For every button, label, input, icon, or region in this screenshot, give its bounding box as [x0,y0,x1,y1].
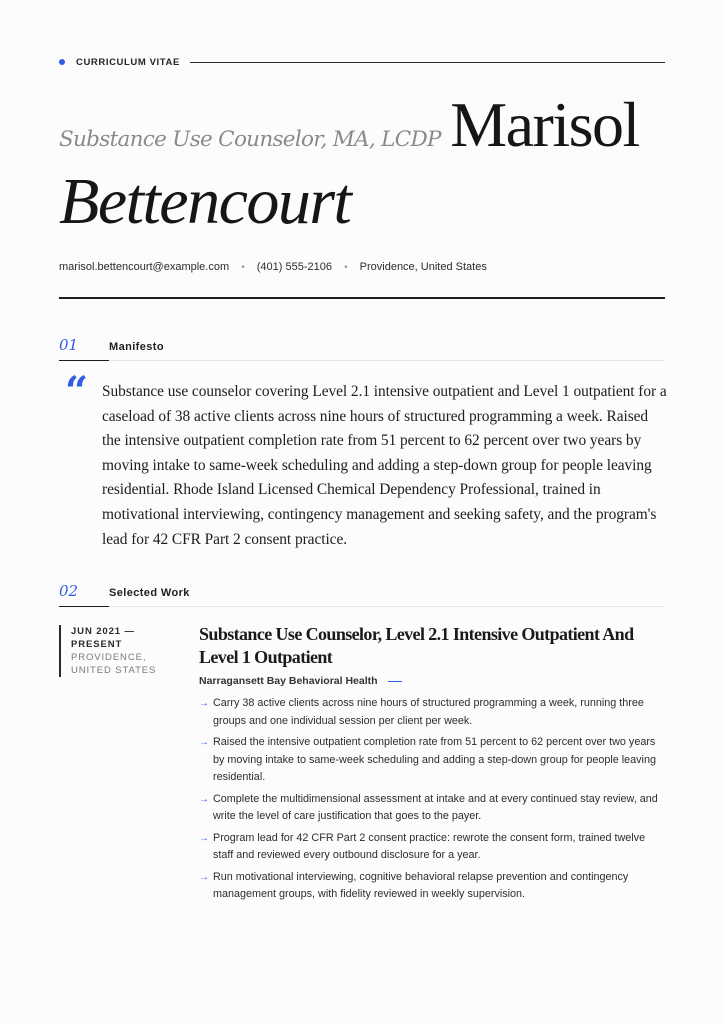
bullet-text: Raised the intensive outpatient completion rate from 51 percent to 62 percent over two years by moving intake to same-week scheduling and adding a step-down group for people leaving residential. [213,736,656,783]
eyebrow [59,55,665,69]
separator: • [344,262,348,273]
job-location-city: PROVIDENCE, [71,652,147,663]
section-header-manifesto [59,336,665,362]
section-number: 02 [59,582,79,600]
bullet-text: Carry 38 active clients across nine hours of structured programming a week, running three groups and one individual session per client per week. [213,697,644,727]
list-item [199,869,665,904]
section-accent-rule [59,360,109,361]
phone[interactable]: (401) 555-2106 [256,261,332,273]
contact-line [59,261,487,273]
arrow-right-icon: → [199,698,209,709]
section-header-work [59,582,665,608]
last-name: Bettencourt [59,165,351,238]
first-name: Marisol [450,89,639,160]
manifesto-text: Substance use counselor covering Level 2.1 intensive outpatient and Level 1 outpatient for a caseload of 38 active clients across nine hours of structured programming a week. Raised the intensive outpatient completion rate from 51 percent to 62 percent over two years by moving intake to same-week scheduling and adding a step-down group for people leaving residential. Rhode Island Licensed Chemical Dependency Professional, trained in motivational interviewing, contingency management and seeking safety, and the program's lead for 42 CFR Part 2 consent practice. [102,383,667,548]
list-item [199,734,665,787]
email[interactable]: marisol.bettencourt@example.com [59,261,230,273]
company-name: Narragansett Bay Behavioral Health [199,675,378,687]
job-meta [59,625,191,677]
role-title: Substance Use Counselor, MA, LCDP [59,127,441,152]
arrow-right-icon: → [199,871,209,883]
arrow-right-icon: → [199,737,209,748]
bullet-text: Program lead for 42 CFR Part 2 consent practice: rewrote the consent form, trained twelve staff and reviewed every outbound disclosure for a year. [213,831,646,861]
job-dates-end: PRESENT [71,639,123,650]
header-rule [59,297,665,299]
bullet-text: Run motivational interviewing, cognitive behavioral relapse prevention and contingency management groups, with fidelity reviewed in weekly supervision. [213,870,629,900]
section-rule [59,606,665,607]
section-rule [59,360,665,361]
arrow-right-icon: → [199,832,209,844]
separator: • [241,262,245,273]
location: Providence, United States [359,261,487,273]
job-title: Substance Use Counselor, Level 2.1 Intensive Outpatient And Level 1 Outpatient [199,624,634,667]
section-title: Manifesto [109,341,164,353]
list-item [199,830,665,865]
company-dash [388,681,402,682]
arrow-right-icon: → [199,793,209,805]
section-accent-rule [59,606,109,607]
accent-dot-icon [59,59,65,65]
company [199,675,665,687]
quote-icon: “ [65,368,89,415]
section-title: Selected Work [109,587,190,599]
list-item [199,791,665,826]
bullet-text: Complete the multidimensional assessment at intake and at every continued stay review, and write the level of care justification that goes to the payer. [213,792,658,822]
eyebrow-rule [190,62,665,63]
job-dates-start: JUN 2021 — [71,626,135,637]
job-location-country: UNITED STATES [71,665,157,676]
list-item [199,695,665,730]
eyebrow-label: CURRICULUM VITAE [76,56,180,68]
job-bullets [199,695,665,904]
title-line [59,88,665,162]
job-entry [199,623,665,908]
section-number: 01 [59,336,79,354]
